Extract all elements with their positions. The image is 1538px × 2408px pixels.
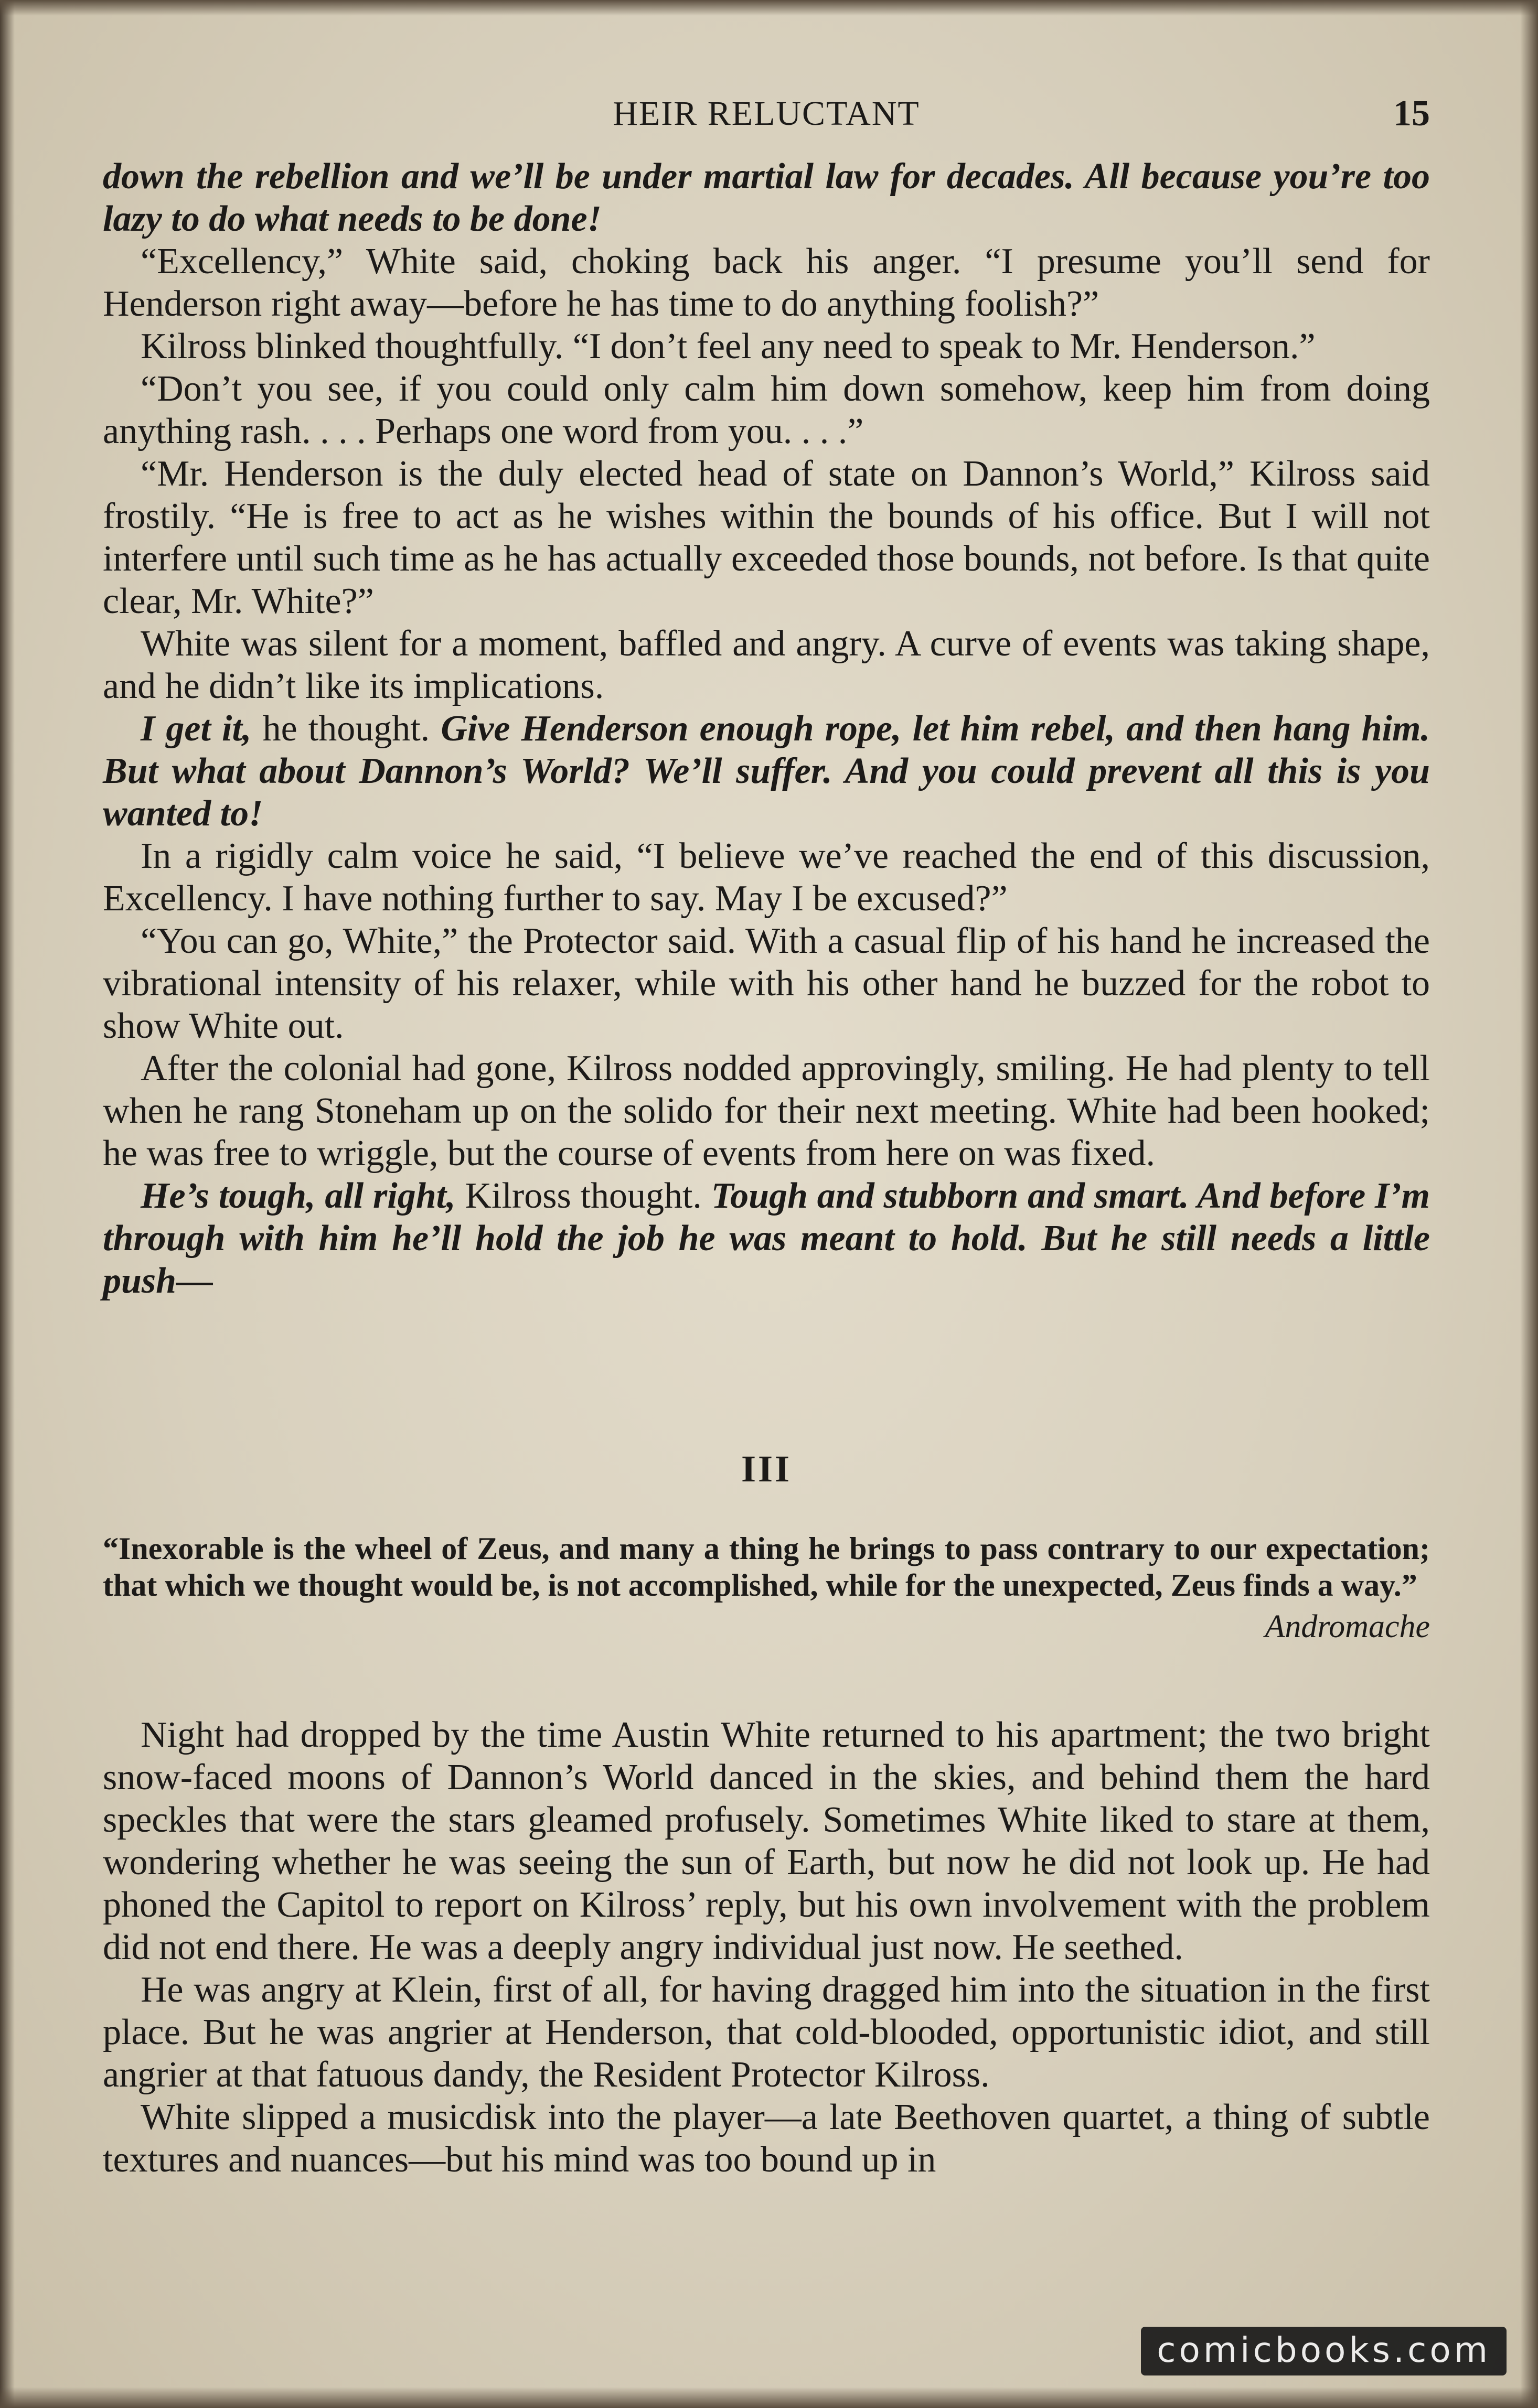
paragraph [103,835,1430,920]
text-run: After the colonial had gone, Kilross nodded approvingly, smiling. He had plenty to tell when he rang Stoneham up on the solido for their next meeting. White had been hooked; he was free to wriggle, but the course of events from here on was fixed. [103,1048,1430,1174]
epigraph-quote: “Inexorable is the wheel of Zeus, and many a thing he brings to pass contrary to our expectation; that which we thought would be, is not accomplished, while for the unexpected, Zeus finds a way.” [103,1531,1430,1603]
text-run: “Excellency,” White said, choking back his anger. “I presume you’ll send for Henderson right away—before he has time to do anything foolish?” [103,241,1430,324]
paragraph [103,240,1430,325]
paragraph [103,368,1430,453]
body-text-bottom [103,1714,1430,2181]
paragraph [103,1175,1430,1302]
paragraph [103,622,1430,707]
text-run: He was angry at Klein, first of all, for having dragged him into the situation in the first place. But he was angrier at Henderson, that cold-blooded, opportunistic idiot, and still angrier at that fatuous dandy, the Resident Protector Kilross. [103,1970,1430,2095]
paragraph [103,155,1430,240]
page-number: 15 [1393,93,1430,134]
running-head [103,90,1430,137]
italic-text: Give Henderson enough rope, let him rebel, and then hang him. But what about Dannon’s World? We’ll suffer. And you could prevent all this is you wanted to! [103,708,1430,834]
text-run: Kilross thought. [455,1176,711,1216]
page-edge-shadow-right [1520,0,1538,2408]
paragraph [103,325,1430,368]
text-run: “Mr. Henderson is the duly elected head of state on Dannon’s World,” Kilross said frostily. “He is free to act as he wishes within the bounds of his office. But I will not interfere until such time as he has actually exceeded those bounds, not before. Is that quite clear, Mr. White?” [103,454,1430,621]
paragraph [103,453,1430,622]
paragraph [103,1047,1430,1175]
text-run: Kilross blinked thoughtfully. “I don’t feel any need to speak to Mr. Henderson.” [141,326,1316,367]
italic-text: I get it, [141,708,252,749]
text-run: he thought. [251,708,441,749]
text-run: Night had dropped by the time Austin White returned to his apartment; the two bright snow-faced moons of Dannon’s World danced in the skies, and behind them the hard speckles that were the stars gleamed profusely. Sometimes White liked to stare at them, wondering whether he was seeing the sun of Earth, but now he did not look up. He had phoned the Capitol to report on Kilross’ reply, but his own involvement with the problem did not end there. He was a deeply angry individual just now. He seethed. [103,1715,1430,1968]
running-title: HEIR RELUCTANT [613,94,920,133]
page-edge-shadow-top [0,0,1538,16]
watermark-logo: comicbooks.com [1141,2327,1507,2375]
paragraph [103,707,1430,835]
paragraph [103,1714,1430,1969]
italic-text: down the rebellion and we’ll be under martial law for decades. All because you’re too lazy to do what needs to be done! [103,156,1430,239]
epigraph-attribution: Andromache [1265,1609,1430,1644]
paragraph [103,920,1430,1047]
paragraph [103,1969,1430,2096]
text-run: “You can go, White,” the Protector said. With a casual flip of his hand he increased the vibrational intensity of his relaxer, while with his other hand he buzzed for the robot to show White out. [103,921,1430,1046]
text-run: “Don’t you see, if you could only calm him down somehow, keep him from doing anything rash. . . . Perhaps one word from you. . . .” [103,369,1430,452]
text-run: In a rigidly calm voice he said, “I believe we’ve reached the end of this discussion, Excellency. I have nothing further to say. May I be excused?” [103,836,1430,919]
page-edge-shadow-left [0,0,15,2408]
italic-text: Tough and stubborn and smart. And before I’m through with him he’ll hold the job he was meant to hold. But he still needs a little push— [103,1176,1430,1301]
chapter-heading: III [741,1448,792,1490]
page-edge-shadow-bottom [0,2387,1538,2408]
paragraph [103,2096,1430,2181]
text-run: White slipped a musicdisk into the player—a late Beethoven quartet, a thing of subtle textures and nuances—but his mind was too bound up in [103,2097,1430,2180]
italic-text: He’s tough, all right, [141,1176,456,1216]
epigraph [103,1530,1430,1646]
body-text-top [103,155,1430,1302]
text-run: White was silent for a moment, baffled and angry. A curve of events was taking shape, and he didn’t like its implications. [103,624,1430,706]
